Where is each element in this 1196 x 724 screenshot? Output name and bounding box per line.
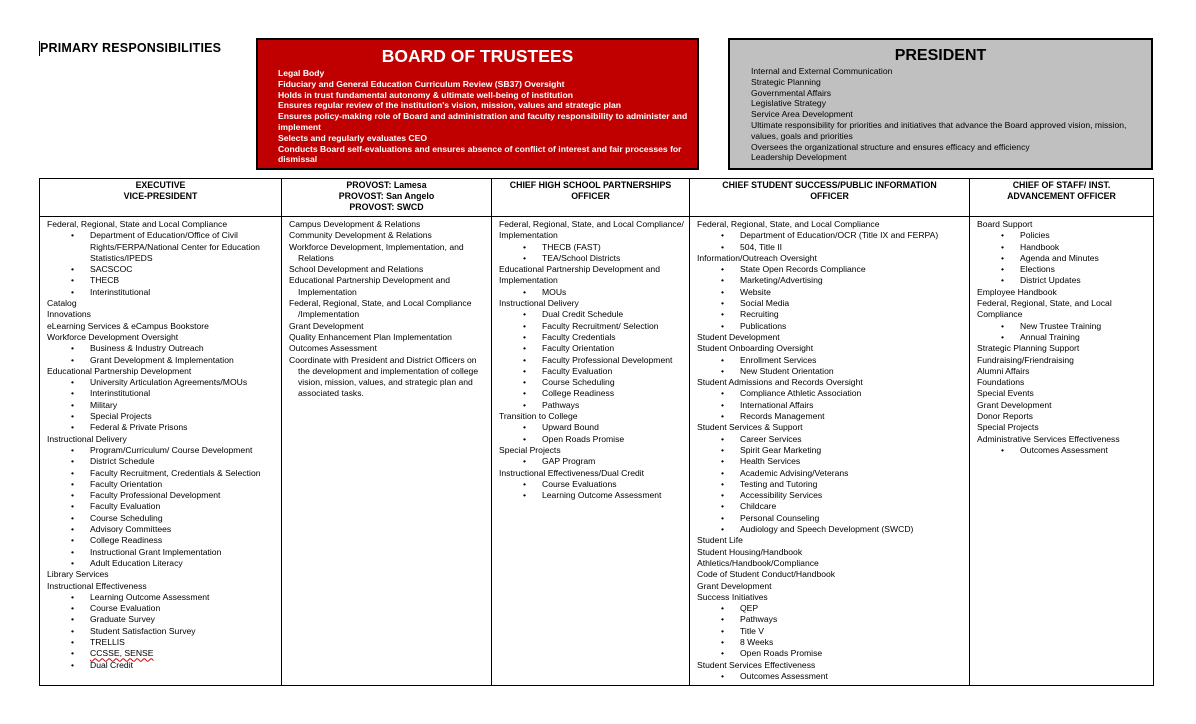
list-item: Federal, Regional, State and Local Compliance [47, 219, 228, 229]
list-subitem: • Title V [697, 626, 966, 637]
chief-of-staff-cell [970, 217, 1154, 686]
list-subitem: • TRELLIS [47, 637, 278, 648]
list-subitem: • District Updates [977, 275, 1150, 286]
list-item: Foundations [977, 377, 1025, 388]
list-subitem: • Health Services [697, 456, 966, 467]
list-subitem: • Interinstitutional [47, 388, 278, 399]
list-subitem: • Recruiting [697, 309, 966, 320]
list-item: Alumni Affairs [977, 365, 1030, 376]
list-subitem: • Faculty Evaluation [47, 501, 278, 512]
list-subitem: • Compliance Athletic Association [697, 388, 966, 399]
header-line: CHIEF OF STAFF/ INST. [1012, 180, 1111, 190]
header-line: PROVOST: Lamesa [346, 180, 427, 190]
list-item: Outcomes Assessment [289, 343, 377, 354]
president-item: Service Area Development [751, 109, 853, 120]
table-body-row [40, 217, 1154, 686]
list-item: Information/Outreach Oversight [697, 252, 817, 263]
page-heading: PRIMARY RESPONSIBILITIES [40, 41, 222, 55]
list-item: Board Support [977, 219, 1033, 229]
list-item: Donor Reports [977, 411, 1033, 422]
list-subitem: • Program/Curriculum/ Course Development [47, 445, 278, 456]
list-item: Educational Partnership Development [47, 365, 192, 376]
president-title: PRESIDENT [894, 47, 987, 64]
list-subitem: • Outcomes Assessment [697, 671, 966, 682]
list-subitem: • Outcomes Assessment [977, 445, 1150, 456]
list-subitem: • GAP Program [499, 456, 686, 467]
list-subitem: • Personal Counseling [697, 513, 966, 524]
list-item: Athletics/Handbook/Compliance [697, 557, 819, 568]
list-subitem: • Learning Outcome Assessment [499, 490, 686, 501]
list-item: Success Initiatives [697, 591, 768, 602]
list-subitem: • Career Services [697, 434, 966, 445]
board-item: Legal Body [278, 68, 325, 78]
list-subitem: • 8 Weeks [697, 637, 966, 648]
list-subitem: • Faculty Professional Development [499, 355, 686, 366]
list-item: Grant Development [977, 399, 1052, 410]
board-item: Ensures policy-making role of Board and administration and faculty responsibility to administer and implement [278, 111, 688, 132]
list-subitem: • Marketing/Advertising [697, 275, 966, 286]
list-subitem: • Handbook [977, 242, 1150, 253]
list-item: Grant Development [697, 580, 772, 591]
list-subitem: • MOUs [499, 287, 686, 298]
header-line: CHIEF STUDENT SUCCESS/PUBLIC INFORMATION [722, 180, 937, 190]
list-subitem: • International Affairs [697, 400, 966, 411]
list-subitem: • Graduate Survey [47, 614, 278, 625]
list-subitem: • TEA/School Districts [499, 253, 686, 264]
list-subitem: • College Readiness [499, 388, 686, 399]
list-item: Campus Development & Relations [289, 219, 421, 229]
header-line: CHIEF HIGH SCHOOL PARTNERSHIPS [509, 180, 672, 190]
list-subitem: • Course Evaluations [499, 479, 686, 490]
list-item: Student Development [697, 331, 780, 342]
list-subitem: • Instructional Grant Implementation [47, 547, 278, 558]
list-subitem: • Advisory Committees [47, 524, 278, 535]
list-subitem: • Special Projects [47, 411, 278, 422]
list-item: Instructional Delivery [47, 433, 127, 444]
president-item: Leadership Development [751, 152, 847, 163]
list-subitem: • New Student Orientation [697, 366, 966, 377]
list-item: Fundraising/Friendraising [977, 354, 1074, 365]
list-subitem: • College Readiness [47, 535, 278, 546]
list-subitem: • Interinstitutional [47, 287, 278, 298]
list-subitem: • 504, Title II [697, 242, 966, 253]
list-item: Federal, Regional, State, and Local Compliance /Implementation [289, 298, 472, 320]
list-subitem: • Enrollment Services [697, 355, 966, 366]
list-subitem: • CCSSE, SENSE [47, 648, 278, 659]
list-item: Instructional Delivery [499, 298, 579, 309]
list-item: Educational Partnership Development and Implementation [499, 264, 660, 286]
list-subitem: • Policies [977, 230, 1150, 241]
list-subitem: • Faculty Credentials [499, 332, 686, 343]
header-line: PROVOST: SWCD [349, 201, 424, 212]
list-subitem: • Accessibility Services [697, 490, 966, 501]
president-box [728, 38, 1153, 170]
list-item: Administrative Services Effectiveness [977, 433, 1120, 444]
header-line: ADVANCEMENT OFFICER [1007, 190, 1116, 201]
list-subitem: • Dual Credit Schedule [499, 309, 686, 320]
president-item: Governmental Affairs [751, 87, 832, 98]
list-subitem: • Business & Industry Outreach [47, 343, 278, 354]
list-item: Student Admissions and Records Oversight [697, 377, 863, 388]
list-item: School Development and Relations [289, 264, 424, 275]
list-item: Instructional Effectiveness [47, 580, 147, 591]
list-subitem: • University Articulation Agreements/MOUs [47, 377, 278, 388]
list-item: Workforce Development Oversight [47, 331, 179, 342]
executive-vp-cell [40, 217, 282, 686]
column-header-high-school-partnerships [492, 179, 690, 217]
list-item: Special Projects [977, 422, 1039, 433]
column-header-executive-vp [40, 179, 282, 217]
list-subitem: • Spirit Gear Marketing [697, 445, 966, 456]
list-subitem: • District Schedule [47, 456, 278, 467]
list-subitem: • SACSCOC [47, 264, 278, 275]
board-item: Ensures regular review of the institution's vision, mission, values and strategic plan [278, 100, 622, 111]
list-item: Special Projects [499, 444, 561, 455]
list-subitem: • Website [697, 287, 966, 298]
list-item: Transition to College [499, 411, 578, 422]
list-subitem: • Course Evaluation [47, 603, 278, 614]
header-line: VICE-PRESIDENT [123, 190, 198, 201]
list-subitem: • Audiology and Speech Development (SWCD) [697, 524, 966, 535]
list-item: Workforce Development, Implementation, and Relations [289, 241, 464, 263]
list-subitem: • QEP [697, 603, 966, 614]
president-item: Legislative Strategy [751, 98, 826, 109]
list-subitem: • Adult Education Literacy [47, 558, 278, 569]
list-subitem: • Social Media [697, 298, 966, 309]
header-line: OFFICER [810, 190, 849, 201]
header-line: PROVOST: San Angelo [338, 190, 435, 201]
list-item: Employee Handbook [977, 286, 1057, 297]
list-subitem: • Academic Advising/Veterans [697, 468, 966, 479]
list-subitem: • State Open Records Compliance [697, 264, 966, 275]
officer-responsibilities-table [39, 178, 1154, 686]
board-item: Holds in trust fundamental autonomy & ultimate well-being of institution [278, 89, 574, 100]
column-header-student-success [690, 179, 970, 217]
president-item: Strategic Planning [751, 76, 821, 87]
president-item: Ultimate responsibility for priorities and initiatives that advance the Board approved vision, mission, values, goals and priorities [751, 119, 1127, 141]
list-item: Special Events [977, 388, 1034, 399]
list-item: Student Life [697, 535, 743, 546]
list-subitem: • Testing and Tutoring [697, 479, 966, 490]
list-item: Federal, Regional, State, and Local Compliance [697, 219, 880, 229]
list-item: Community Development & Relations [289, 230, 432, 241]
list-subitem: • Department of Education/Office of Civil Rights/FERPA/National Center for Education Statistics/IPEDS [47, 230, 278, 264]
list-item: Strategic Planning Support [977, 343, 1080, 354]
list-subitem: • New Trustee Training [977, 321, 1150, 332]
list-subitem: • THECB [47, 275, 278, 286]
list-subitem: • Federal & Private Prisons [47, 422, 278, 433]
list-subitem: • Dual Credit [47, 660, 278, 671]
list-item: Instructional Effectiveness/Dual Credit [499, 467, 645, 478]
list-subitem: • Student Satisfaction Survey [47, 626, 278, 637]
list-item: Coordinate with President and District Officers on the development and implementation of college vision, mission, values, and strategic plan and associated tasks. [289, 354, 479, 399]
board-responsibilities [278, 68, 697, 165]
list-item: Federal, Regional, State, and Local Compliance [977, 298, 1112, 320]
list-subitem: • THECB (FAST) [499, 242, 686, 253]
student-success-cell [690, 217, 970, 686]
list-item: Quality Enhancement Plan Implementation [289, 331, 452, 342]
list-subitem: • Course Scheduling [47, 513, 278, 524]
column-header-chief-of-staff [970, 179, 1154, 217]
list-subitem: • Open Roads Promise [697, 648, 966, 659]
list-item: Student Onboarding Oversight [697, 343, 814, 354]
list-subitem: • Pathways [499, 400, 686, 411]
list-item: Library Services [47, 569, 109, 580]
list-item: Federal, Regional, State, and Local Compliance/ Implementation [499, 219, 684, 241]
list-item: Student Services & Support [697, 422, 803, 433]
board-item: Fiduciary and General Education Curriculum Review (SB37) Oversight [278, 78, 565, 89]
list-subitem: • Faculty Orientation [499, 343, 686, 354]
list-item: eLearning Services & eCampus Bookstore [47, 320, 209, 331]
provost-cell [282, 217, 492, 686]
list-item: Student Housing/Handbook [697, 546, 803, 557]
list-subitem: • Annual Training [977, 332, 1150, 343]
header-line: OFFICER [571, 190, 610, 201]
president-item: Oversees the organizational structure and ensures efficacy and efficiency [751, 141, 1030, 152]
list-subitem: • Publications [697, 321, 966, 332]
list-subitem: • Military [47, 400, 278, 411]
list-item: Innovations [47, 309, 91, 320]
board-of-trustees-box [256, 38, 699, 170]
board-item: Selects and regularly evaluates CEO [278, 132, 428, 143]
list-subitem: • Upward Bound [499, 422, 686, 433]
header-line: EXECUTIVE [135, 180, 186, 190]
board-item: Conducts Board self-evaluations and ensures absence of conflict of interest and fair processes for dismissal [278, 143, 682, 165]
president-item: Internal and External Communication [751, 66, 893, 76]
list-subitem: • Faculty Evaluation [499, 366, 686, 377]
list-item: Educational Partnership Development and Implementation [289, 275, 450, 297]
list-subitem: • Faculty Professional Development [47, 490, 278, 501]
list-subitem: • Childcare [697, 501, 966, 512]
list-subitem: • Elections [977, 264, 1150, 275]
list-subitem: • Open Roads Promise [499, 434, 686, 445]
list-item: Catalog [47, 298, 77, 309]
list-subitem: • Department of Education/OCR (Title IX and FERPA) [697, 230, 966, 241]
list-subitem: • Learning Outcome Assessment [47, 592, 278, 603]
list-subitem: • Grant Development & Implementation [47, 355, 278, 366]
list-subitem: • Faculty Recruitment/ Selection [499, 321, 686, 332]
list-subitem: • Course Scheduling [499, 377, 686, 388]
list-item: Code of Student Conduct/Handbook [697, 569, 836, 580]
table-header-row [40, 179, 1154, 217]
list-item: Student Services Effectiveness [697, 659, 816, 670]
list-subitem: • Records Management [697, 411, 966, 422]
list-item: Grant Development [289, 320, 364, 331]
high-school-partnerships-cell [492, 217, 690, 686]
list-subitem: • Faculty Recruitment, Credentials & Selection [47, 468, 278, 479]
board-title: BOARD OF TRUSTEES [381, 46, 574, 66]
president-responsibilities [751, 66, 1151, 163]
list-subitem: • Agenda and Minutes [977, 253, 1150, 264]
column-header-provost [282, 179, 492, 217]
list-subitem: • Faculty Orientation [47, 479, 278, 490]
list-subitem: • Pathways [697, 614, 966, 625]
